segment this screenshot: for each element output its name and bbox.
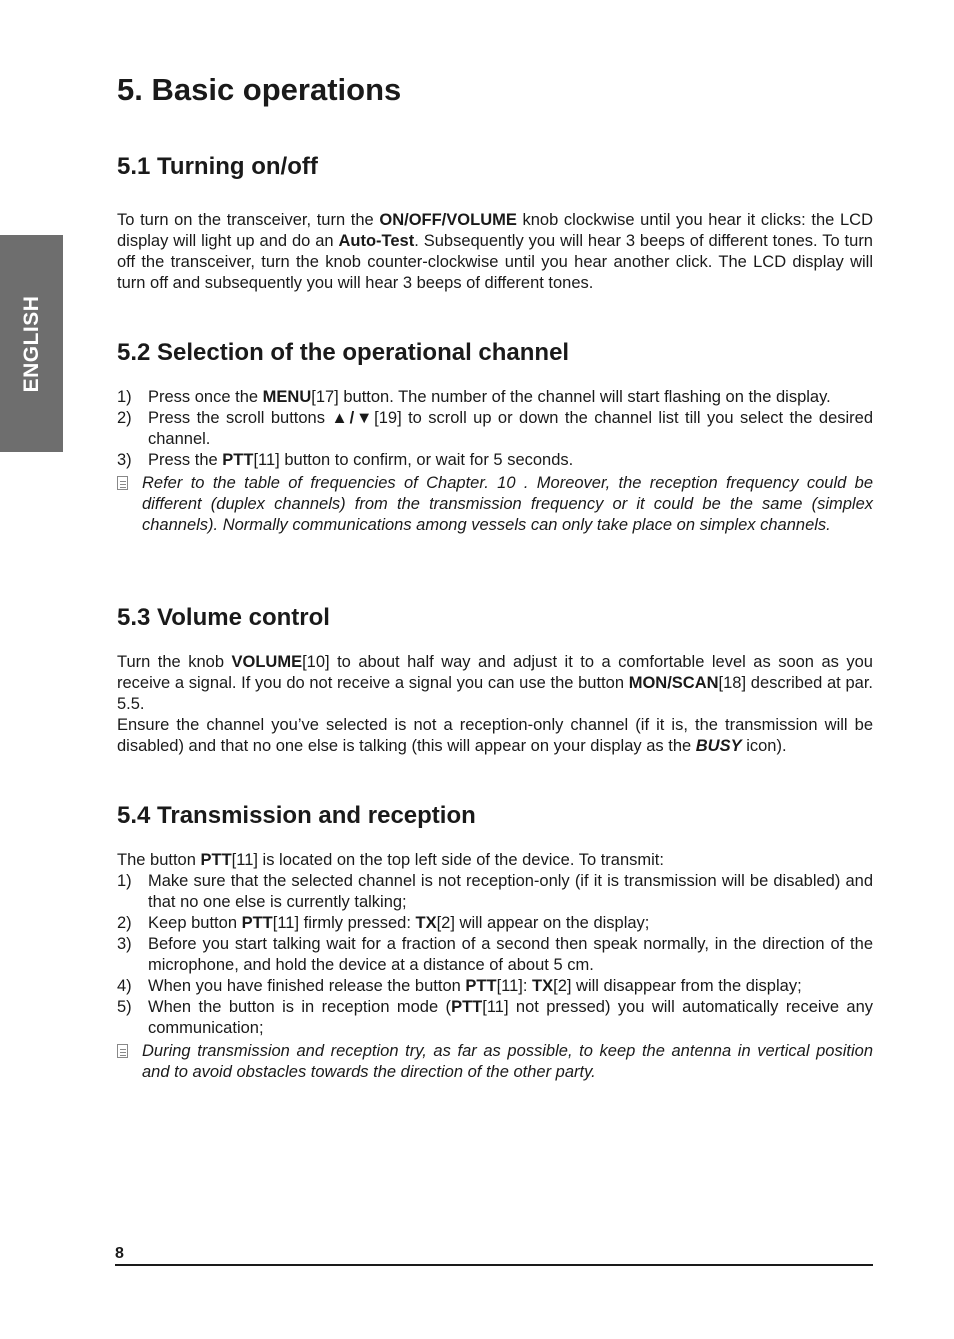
list-item [117, 387, 873, 408]
page-number: 8 [115, 1245, 124, 1262]
bold-term: PTT [222, 451, 254, 469]
text-run: [19] to scroll up or down the channel list till you select the desired channel. [148, 409, 874, 448]
text-run: [11] is located on the top left side of the device. To transmit: [231, 851, 664, 869]
item-number: 4) [117, 977, 132, 995]
item-number: 5) [117, 998, 132, 1016]
section-heading-transmission-reception: 5.4 Transmission and reception [117, 802, 476, 829]
text-run: [11] not pressed) you will automatically receive any communication; [148, 998, 873, 1037]
scroll-arrows-symbol: ▲/▼ [331, 409, 375, 427]
item-number: 2) [117, 409, 132, 427]
item-number: 3) [117, 935, 132, 953]
list-item [117, 934, 873, 976]
text-run: icon). [741, 737, 787, 755]
bold-term: MENU [262, 388, 312, 406]
volume-paragraphs [117, 652, 873, 757]
text-run: [17] button. The number of the channel will start flashing on the display. [311, 388, 831, 406]
section-heading-volume-control: 5.3 Volume control [117, 604, 330, 631]
bold-term: VOLUME [231, 653, 303, 671]
note-text: During transmission and reception try, as far as possible, to keep the antenna in vertical position and to avoid obstacles towards the direction of the other party. [142, 1042, 873, 1081]
text-run: . Subsequently you will hear 3 beeps of different tones. To turn off the transceiver, turn the knob counter-clockwise until you hear another click. The LCD display will turn off and subsequently you will hear 3 beeps of different tones. [117, 232, 873, 292]
text-run: [11]: [496, 977, 533, 995]
note-icon [117, 1044, 128, 1058]
turning-on-off-paragraph [117, 210, 873, 294]
busy-term: BUSY [695, 737, 742, 755]
footer-divider [115, 1264, 873, 1266]
list-item [117, 871, 873, 913]
text-run: Turn the knob [117, 653, 232, 671]
item-number: 1) [117, 388, 132, 406]
volume-paragraph-2 [117, 715, 873, 757]
bold-term: MON/SCAN [628, 674, 719, 692]
list-item [117, 408, 873, 450]
text-run: [10] to about half way and adjust it to a comfortable level as soon as you receive a signal. If you do not receive a signal you can use the button [117, 653, 873, 692]
bold-term: PTT [200, 851, 232, 869]
item-number: 1) [117, 872, 132, 890]
text-run: [18] described at par. 5.5. [117, 674, 873, 713]
bold-term: Auto-Test [338, 232, 415, 250]
bold-term: ON/OFF/VOLUME [379, 211, 517, 229]
text-run: Press once the [148, 388, 263, 406]
text-run: To turn on the transceiver, turn the [117, 211, 380, 229]
text-run: Keep button [148, 914, 242, 932]
text-run: Press the scroll buttons [148, 409, 332, 427]
text-run: knob clockwise until you hear it clicks: the LCD display will light up and do an [117, 211, 873, 250]
section-heading-turning-on-off: 5.1 Turning on/off [117, 153, 318, 180]
bold-term: PTT [241, 914, 273, 932]
list-item [117, 976, 873, 997]
text-run: When you have finished release the button [148, 977, 466, 995]
note-text: Refer to the table of frequencies of Chapter. 10 . Moreover, the reception frequency could be different (duplex channels) from the transmission frequency or it could be the same (simplex channels). Normally communications among vessels can only take place on simplex channels. [142, 474, 873, 534]
page-title: 5. Basic operations [117, 72, 402, 107]
text-run: [11] firmly pressed: [272, 914, 416, 932]
section-heading-channel-selection: 5.2 Selection of the operational channel [117, 339, 570, 366]
item-number: 2) [117, 914, 132, 932]
language-tab [0, 235, 63, 452]
text-run: Press the [148, 451, 223, 469]
bold-term: PTT [451, 998, 483, 1016]
item-number: 3) [117, 451, 132, 469]
transmission-steps-list [117, 850, 873, 1083]
channel-steps-list [117, 387, 873, 536]
volume-paragraph-1 [117, 652, 873, 715]
text-run: The button [117, 851, 201, 869]
list-item [117, 997, 873, 1039]
bold-term: PTT [465, 977, 497, 995]
text-run: Make sure that the selected channel is not reception-only (if it is transmission will be disabled) and that no one else is currently talking; [148, 872, 873, 911]
bold-term: TX [415, 914, 437, 932]
list-item [117, 913, 873, 934]
text-run: When the button is in reception mode ( [148, 998, 452, 1016]
text-run: [2] will disappear from the display; [553, 977, 802, 995]
note-icon [117, 476, 128, 490]
frequency-note [117, 473, 873, 536]
list-item [117, 450, 873, 471]
antenna-note [117, 1041, 873, 1083]
language-label: ENGLISH [19, 295, 43, 392]
text-run: [11] button to confirm, or wait for 5 seconds. [253, 451, 574, 469]
text-run: Ensure the channel you’ve selected is not a reception-only channel (if it is, the transmission will be disabled) and that no one else is talking (this will appear on your display as the [117, 716, 873, 755]
transmission-intro [117, 850, 873, 871]
text-run: [2] will appear on the display; [436, 914, 650, 932]
bold-term: TX [532, 977, 554, 995]
text-run: Before you start talking wait for a fraction of a second then speak normally, in the direction of the microphone, and hold the device at a distance of about 5 cm. [148, 935, 873, 974]
